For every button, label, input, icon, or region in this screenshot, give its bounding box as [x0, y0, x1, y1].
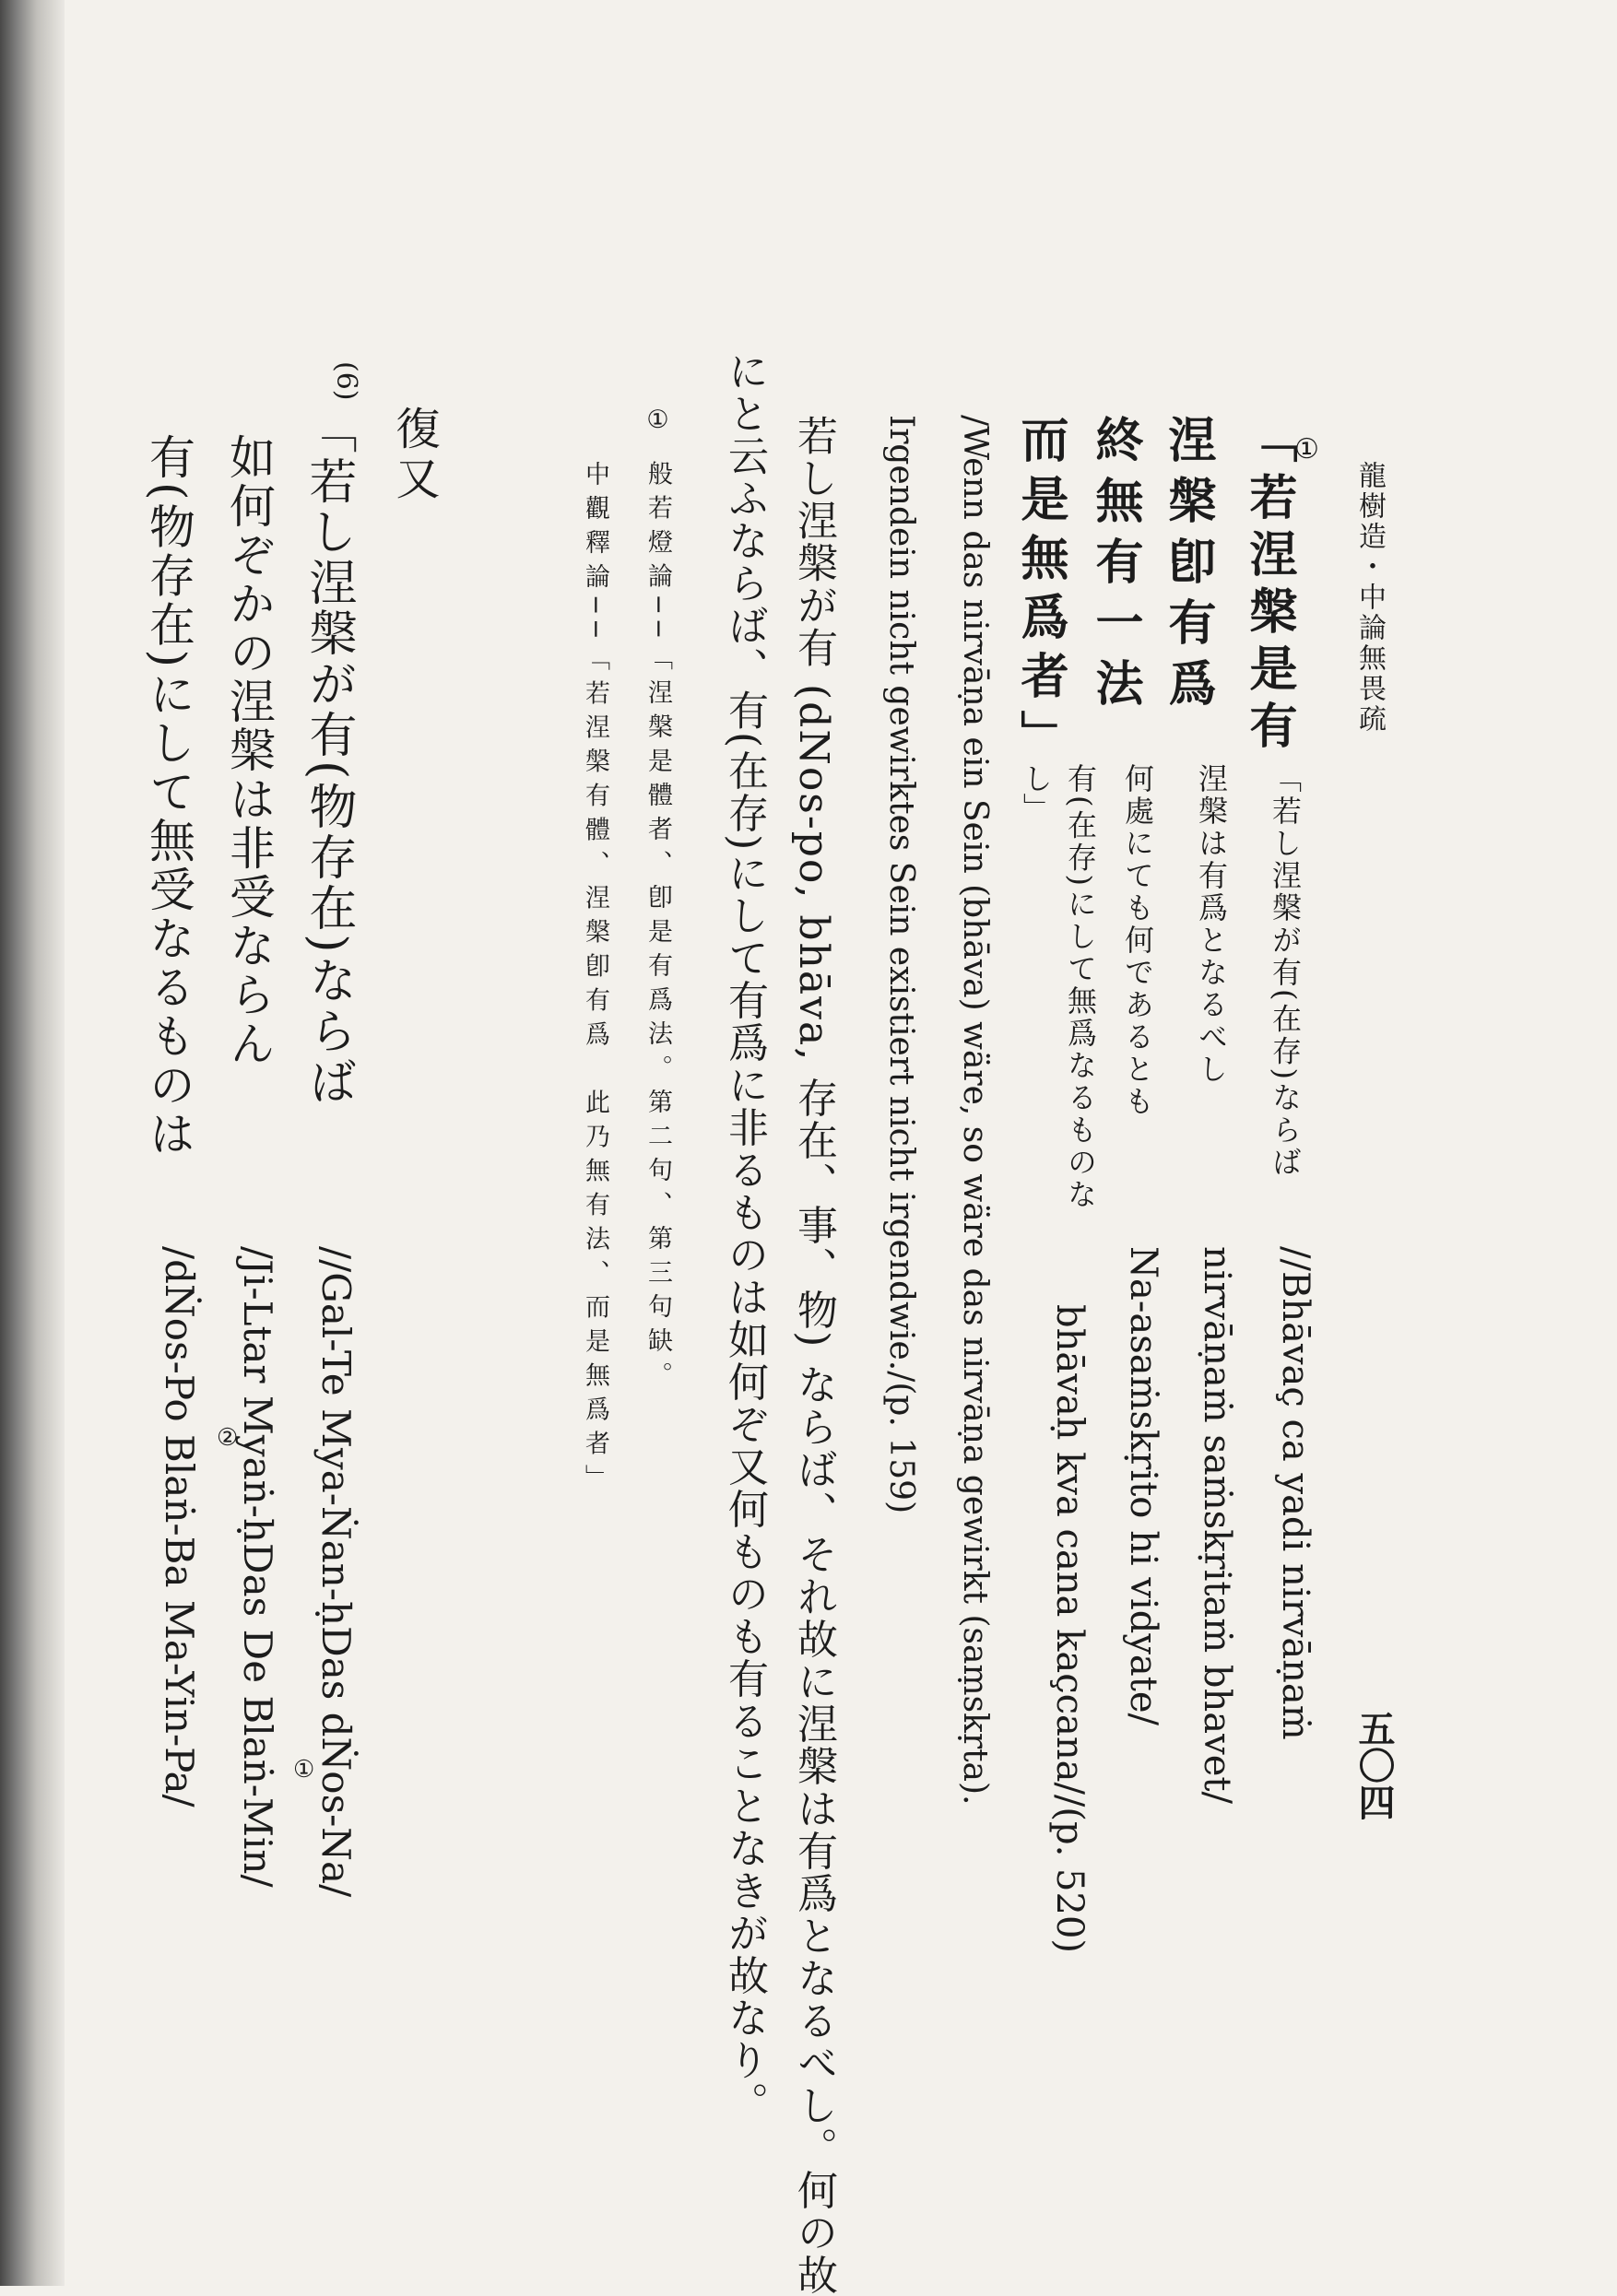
verse6-tibetan-marker-2: ②	[217, 1424, 239, 1452]
verse5-gloss-line-5: し」	[1019, 763, 1054, 822]
german-line-2: Irgendein nicht gewirktes Sein existiert nicht irgendwie./(p. 159)	[882, 415, 920, 1514]
verse5-gloss-line-3: 何處にても何であるとも	[1120, 763, 1155, 1118]
verse5-chinese-line-2: 涅槃卽有爲	[1160, 415, 1216, 719]
verse5-sanskrit-line-4: bhāvaḥ kva cana kaçcana//(p. 520)	[1048, 1304, 1091, 1954]
footnote-1: ① 般若燈論──「涅槃是體者、卽是有爲法。第二句、第三句缺。	[643, 406, 672, 1396]
german-line-1: /Wenn das nirvāṇa ein Sein (bhāva) wäre, so wäre das nirvāṇa gewirkt (saṃskṛta).	[956, 415, 994, 1806]
verse6-gloss-line-3: 有(物存在)にして無受なるものは	[142, 433, 195, 1160]
verse5-gloss-line-4: 有(在存)にして無爲なるものな	[1063, 763, 1098, 1211]
verse5-sanskrit-line-1: //Bhāvaç ca yadi nirvāṇaṁ	[1274, 1246, 1316, 1740]
verse5-gloss-line-1: 「若し涅槃が有(在存)ならば	[1268, 763, 1303, 1179]
footnote-2: 中觀釋論──「若涅槃有體、涅槃卽有爲 此乃無有法、而是無爲者」	[581, 461, 609, 1499]
verse5-chinese-line-4: 而是無爲者」	[1012, 415, 1068, 769]
verse6-gloss-line-1: 「若し涅槃が有(物存在)ならば	[301, 406, 356, 1108]
verse6-number: (6)	[330, 361, 362, 401]
commentary-line-1: 若し涅槃が有 (dNos-po, bhāva, 存在、事、物) ならば、それ故に涅槃は有爲となるべし。何の故	[790, 415, 837, 2296]
verse5-sanskrit-line-3: Na-asaṁskṛito hi vidyate/	[1122, 1246, 1164, 1725]
verse6-gloss-line-2: 如何ぞかの涅槃は非受ならん	[222, 433, 276, 1068]
verse6-tibetan-marker-1: ①	[293, 1756, 315, 1784]
verse5-gloss-line-2: 涅槃は有爲となるべし	[1194, 763, 1229, 1086]
commentary-line-2: にと云ふならば、有(在存)にして有爲に非るものは如何ぞ又何ものも有ることなきが故なり。	[721, 350, 768, 2125]
verse6-tibetan-line-2: /Ji-Ltar Myaṅ-ḥDas De Blaṅ-Min/	[235, 1246, 280, 1888]
verse5-note-marker: ①	[1291, 433, 1323, 465]
scan-edge-shadow	[0, 0, 65, 2286]
running-title: 龍樹造・中論無畏疏	[1353, 461, 1386, 735]
verse6-intro: 復又	[388, 406, 440, 505]
page-number: 五〇四	[1352, 1710, 1396, 1820]
verse5-chinese-line-1: 「若涅槃是有	[1241, 415, 1297, 758]
verse6-tibetan-line-1: //Gal-Te Mya-Ṅan-ḥDas dṄos-Na/	[313, 1246, 359, 1898]
verse5-chinese-line-3: 終無有一法	[1087, 415, 1143, 719]
verse5-sanskrit-line-2: nirvāṇaṁ saṁskṛitaṁ bhavet/	[1196, 1246, 1238, 1804]
verse6-tibetan-line-3: /dṄos-Po Blaṅ-Ba Ma-Yin-Pa/	[157, 1246, 202, 1807]
